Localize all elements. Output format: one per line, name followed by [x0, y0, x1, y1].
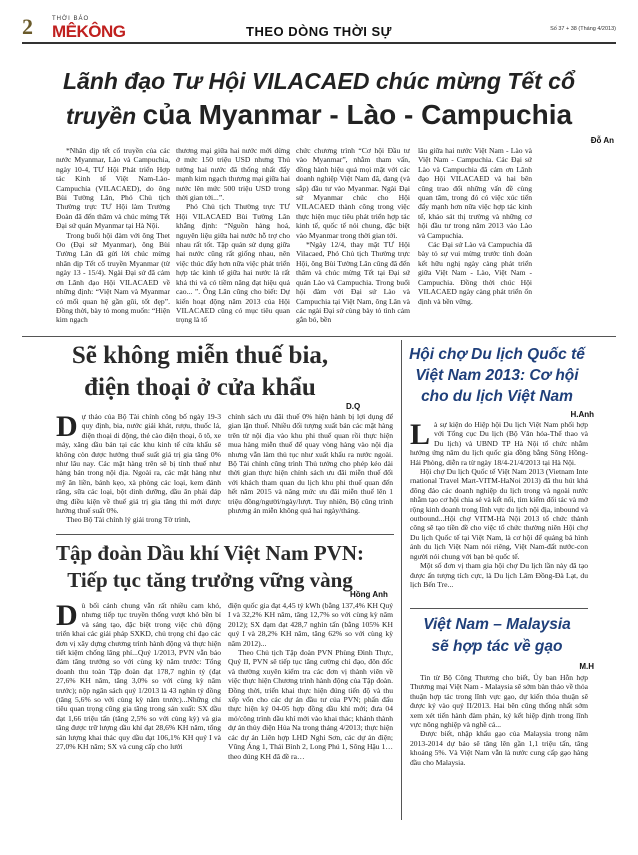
article2-headline [40, 340, 360, 404]
paragraph: à sự kiện do Hiệp hội Du lịch Việt Nam phối hợp với Tổng cục Du lịch (Bộ Văn hóa-Thể thao và Du lịch) và UBND TP Hà Nội tổ chức nhằm hướng ứng năm du lịch quốc gia đồng bằng Sông Hồng-Hải Phòng, diễn ra từ ngày 18/4-21/4/2013 tại Hà Nội. [410, 420, 588, 467]
paragraph: ù bối cảnh chung vẫn rất nhiều cam khó, nhưng tiếp tục truyền thống vượt khó bền bỉ và sáng tạo, đặc biệt trong việc chủ động triển khai các giải pháp SXKD, chủ trọng chỉ đạo các đơn vị xây dựng chương trình hành động và thực hiện tiết kiệm chống lãng phí...Quý 1/2013, PVN vẫn bảo đảm tăng trưởng so với cùng kỳ năm trước: Tổng doanh thu toàn Tập đoàn đạt 178,7 nghìn tỷ (đạt 27,6% KH năm, tăng 3,0% so với cùng kỳ năm trước); nộp ngân sách quý 1/2013 là 43 nghìn tỷ đồng (tăng 5,6% so với cùng kỳ năm trước)...Những chỉ tiêu quan trọng cũng gia tăng trong sản xuất: SX dầu đạt 1,66 triệu tấn (tăng 2,5% so với cùng kỳ) và gia tăng được trữ lượng dầu khí đạt 28,6% KH năm, tổng sản lượng khai thác quy dầu đạt 106,1% KH quý I và 27,0% KH năm; SX và cung cấp cho lưới [56, 601, 221, 752]
article1-author: Đỗ An [590, 136, 614, 145]
paragraph: thương mại giữa hai nước mới dừng ở mức 150 triệu USD nhưng Thủ tướng hai nước đã thống nhất đẩy mạnh kim ngạch thương mại giữa hai nước lên mức 500 triệu USD trong thời gian tới...”. [176, 146, 290, 203]
article1-col3 [296, 146, 410, 328]
paragraph: Được biết, nhập khẩu gạo của Malaysia trong năm 2013-2014 dự báo sẽ tăng lên gần 1,1 triệu tấn, tăng khoảng 5%. Và Việt Nam vẫn là nước cung cấp gạo hàng đầu cho Malaysia. [410, 729, 588, 767]
paragraph: Hội chợ Du lịch Quốc tế Việt Nam 2013 (Vietnam Inte rnational Travel Mart-VITM-HaNoi 2013) đã thu hút khá đông đảo các doanh nghiệp du lịch trong và ngoài nước nhằm tạo cơ hội chia sẻ và kết nối, tìm kiếm đối tác và mở rộng kinh doanh trong lĩnh vực du lịch nội địa, inbound và outbound...Hội chợ VITM-Hà Nội 2013 tổ chức thành công sẽ tạo tiền đề cho việc tổ chức thường niên Hội chợ Du lịch Quốc tế tại Việt Nam, là cơ hội để quảng bá hình ảnh du lịch Việt Nam nói riêng, Việt Nam-đất nước-con người nói chung với bạn bè quốc tế. [410, 467, 588, 561]
article5-author: M.H [579, 662, 594, 671]
article1-title-line2 [22, 98, 616, 133]
paragraph: chức chương trình “Cơ hội Đầu tư vào Myanmar”, nhằm tham vấn, đồng hành hiệu quả mọi mặt với các doanh nghiệp Việt Nam đã, đang (và sắp) đầu tư vào Myanmar. Ngài Đại sứ Myanmar chúc cho Hội VILACAED thành công trong việc thực hiện mục tiêu phát triển hợp tác kinh tế, quốc tế nói chung, đặc biệt vào Myanmar trong thời gian tới. [296, 146, 410, 240]
drop-cap: L [410, 420, 431, 451]
page-header [0, 0, 638, 70]
drop-cap: D [56, 412, 78, 443]
article4-author: H.Anh [570, 410, 594, 419]
article2-col2 [228, 412, 393, 530]
paragraph: chính sách ưu đãi thuế 0% hiện hành bị lợi dụng để gian lận thuế. Nhiều đối tượng xuất bán các mặt hàng trên từ nội địa vào khu phi thuế quan rồi thực hiện mua hàng miễn thuế để quay vòng hàng vào nội địa nhưng vẫn làm thủ tục như xuất khẩu ra nước ngoài. Bộ Tài chính cũng trình Thủ tướng cho phép kéo dài thời gian thực hiện chính sách ưu đãi miễn thuế đối với khách tham quan du lịch khu phi thuế quan đến hết năm 2015 và nâng mức ưu đãi miễn thuế lên 1 triệu đồng/người/ngày/lượt. Tuy nhiên, Bộ cũng trình phương án miễn không quá hai ngày/tháng. [228, 412, 393, 516]
article2-title-line1: Sẽ không miễn thuế bia, [71, 342, 329, 369]
paragraph: điện quốc gia đạt 4,45 tỷ kWh (bằng 137,4% KH Quý I và 32,2% KH năm, tăng 12,7% so với cùng kỳ năm 2012); SX đạm đạt 428,7 nghìn tấn (bằng 105% KH quý I và 28,2% KH năm, tăng 62% so với cùng kỳ năm 2012)... [228, 601, 393, 648]
paragraph: Trong buổi hội đàm với ông Thet Oo (Đại sứ Myanmar), ông Bùi Tường Lân đã gửi lời chúc mừng nhân dịp Tết cổ truyền Myanmar (từ ngày 13 - 15/4). Ngài Đại sứ đã cảm ơn Lãnh đạo Hội VILACAED về những định: “Việt Nam và Myanmar có mối quan hệ gần gũi, tốt đẹp”. Đồng thời, bày tỏ mong muốn: “Hiện kim ngạch [56, 230, 170, 325]
article1-col2 [176, 146, 290, 328]
divider [56, 534, 394, 535]
article3-col1 [56, 601, 221, 819]
article1-headline [22, 64, 616, 133]
paragraph: Một số đơn vị tham gia hội chợ Du lịch lần này đã tạo được ấn tượng tích cực, là Du lịch Lâm Đồng-Đà Lạt, du lịch Bến Tre... [410, 561, 588, 589]
article1-col4 [418, 146, 532, 328]
paragraph: lâu giữa hai nước Việt Nam - Lào và Việt Nam - Campuchia. Các Đại sứ Lào và Campuchia đã cảm ơn Lãnh đạo Hội VILACAED và hai bên cũng trao đổi những vấn đề cùng quan tâm, trong đó có việc xúc tiến đẩy mạnh hơn nữa việc hợp tác kinh tế, khảo sát thị trường và những cơ hội đầu tư trong năm 2013 vào Lào và Campuchia. [418, 146, 532, 240]
article1-title-line1: Lãnh đạo Tư Hội VILACAED chúc mừng Tết cổ [62, 68, 576, 94]
article3-title-line2: Tiếp tục tăng trưởng vững vàng [67, 568, 353, 592]
article5-col [410, 673, 588, 819]
article3-col2 [228, 601, 393, 819]
divider [22, 336, 616, 337]
column-divider [401, 340, 402, 820]
article4-title-line2: Việt Nam 2013: Cơ hội [415, 367, 579, 384]
article3-headline [40, 540, 380, 594]
paper-logo: MÊKÔNG [52, 22, 126, 41]
article5-title-line1: Việt Nam – Malaysia [423, 616, 571, 633]
article4-title-line1: Hội chợ Du lịch Quốc tế [409, 346, 585, 363]
paragraph: Tin từ Bộ Công Thương cho biết, Ủy ban Hỗn hợp Thương mại Việt Nam - Malaysia sẽ sớm bàn thảo về thỏa thuận hợp tác trong lĩnh vực gạo, dự kiến thỏa thuận sẽ được ký vào quý II/2013. Hai bên cũng thống nhất sớm xem xét tiến hành đàm phán, ký kết hiệp định trong lĩnh vực nông nghiệp và nghề cá... [410, 673, 588, 730]
article1-col1 [56, 146, 170, 328]
paper-name-small: THỜI BÁO [52, 16, 90, 22]
section-title: THEO DÒNG THỜI SỰ [246, 24, 392, 39]
article3-title-line1: Tập đoàn Dầu khí Việt Nam PVN: [55, 541, 365, 565]
paragraph: *Ngày 12/4, thay mặt TƯ Hội Vilacaed, Phó Chủ tịch Thường trực Hội, ông Bùi Tường Lân cũng đã đến thăm và chúc mừng Tết tại Đại sứ quán Lào và Campuchia. Trong buổi hội đàm với Đại sứ Lào và Campuchia tại Việt Nam, ông Lân và các ngài Đại sứ cùng bày tỏ tình cảm gắn bó, bền [296, 240, 410, 325]
paragraph: Theo Bộ Tài chính lý giải trong Tờ trình, [66, 515, 191, 525]
paragraph: Phó Chủ tịch Thường trực TƯ Hội VILACAED Bùi Tường Lân khẳng định: “Nguồn hàng hoá, nguyên liệu giữa hai nước hỗ trợ cho nhau rất tốt. Tập quán sử dụng giữa hai nước cũng rất giống nhau, nên việc thúc đẩy hơn nữa việc phát triển hợp tác kinh tế giữa hai nước là rất khả thi và có tiềm năng đạt hiệu quả cao... ”. Ông Lân cũng cho biết: Dự kiến hoạt động năm 2013 của Hội VILACAED cũng có mục tiêu quan trọng là tổ [176, 202, 290, 325]
article2-author: D.Q [346, 402, 361, 411]
drop-cap: D [56, 601, 78, 632]
article4-col [410, 420, 588, 606]
article4-title-line3: cho du lịch Việt Nam [421, 388, 573, 405]
article2-title-line2: điện thoại ở cửa khẩu [84, 374, 316, 401]
paragraph: Các Đại sứ Lào và Campuchia đã bày tỏ sự vui mừng trước tình đoàn kết hữu nghị ngày càng phát triển giữa Việt Nam - Lào, Việt Nam - Campuchia. Đồng thời chúc Hội VILACAED ngày càng phát triển ổn định và bền vững. [418, 240, 532, 306]
header-divider [22, 42, 616, 44]
issue-info: Số 37 + 38 (Tháng 4/2013) [550, 26, 616, 32]
paragraph: *Nhân dịp tết cổ truyền của các nước Myanmar, Lào và Campuchia, ngày 10-4, TƯ Hội Phát triển Hợp tác Kinh tế Việt Nam-Lào-Campuchia (VILACAED), do ông Bùi Tường Lân, Phó Chủ tịch Thường trực TƯ Hội làm Trưởng Đoàn đã đến thăm và chúc mừng Tết Đại sứ quán Myanmar tại Hà Nội. [56, 146, 170, 231]
article1-title-line2-b: của Myanmar - Lào - Campuchia [142, 99, 573, 130]
article2-col1 [56, 412, 221, 530]
article1-title-line2-a: truyền [65, 103, 143, 129]
page-number: 2 [22, 14, 33, 39]
article4-headline [404, 344, 590, 407]
article5-title-line2: sẽ hợp tác về gạo [431, 638, 563, 655]
article3-author: Hồng Anh [350, 590, 388, 599]
paragraph: Theo Chủ tịch Tập đoàn PVN Phùng Đình Thực, Quý II, PVN sẽ tiếp tục tăng cường chỉ đạo, đôn đốc và thường xuyên kiểm tra các đơn vị thành viên về việc thực hiện Chương trình hành động của Tập đoàn. Đồng thời, triển khai thực hiện đúng tiến độ và thu xếp vốn cho các dự án đầu tư của PVN; phấn đấu thực hiện ký 04-05 hợp đồng dầu khí mới; đưa 04 mỏ/công trình dầu khí mới vào khai thác; khánh thành dự án thủy điện Hủa Na trong tháng 4/2013; thực hiện các dự án Liên hợp LHD Nghi Sơn, các dự án điện; Vũng Áng 1, Thái Bình 2, Long Phú 1, Sông Hậu 1…theo đúng KH đã đề ra… [228, 648, 393, 761]
paragraph: ự thảo của Bộ Tài chính công bố ngày 19-3 quy định, bia, nước giải khát, rượu, thuốc lá, điện thoại di động, thẻ cào điện thoại, ô tô, xe máy, xăng dầu bán tại các khu kinh tế cửa khẩu sẽ không còn được hưởng thuế suất giá trị gia tăng 0% như lâu nay. Các mặt hàng trên sẽ bị tính thuế như hàng bán trong nội địa. Ngoài ra, các mặt hàng như mỹ ăn liền, bánh kẹo, xà phòng các loại, kem đánh răng, sữa các loại, bột dinh dưỡng, dầu ăn phải đáp ứng điều kiện về thuế giá trị gia tăng thì mới được hưởng thuế suất 0%. [56, 412, 221, 516]
divider [410, 608, 588, 609]
article5-headline [404, 614, 590, 658]
